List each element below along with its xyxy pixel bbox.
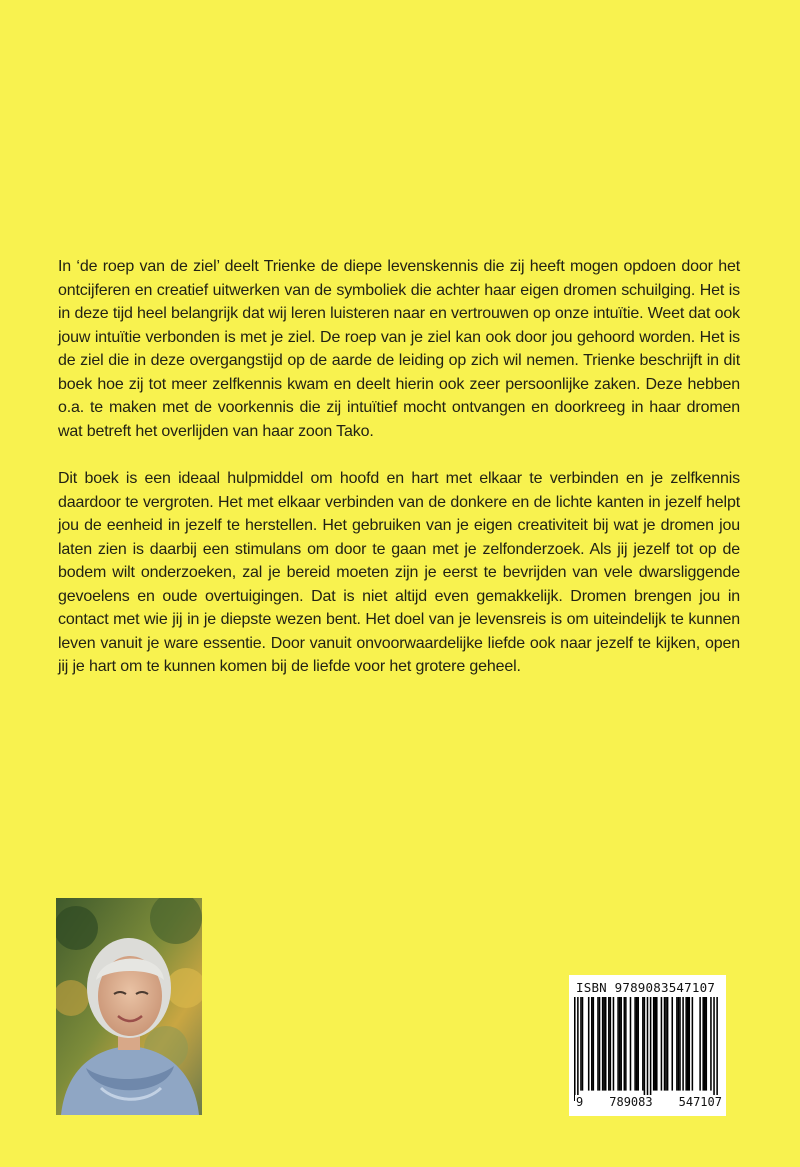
barcode-bar <box>608 997 610 1091</box>
barcode-bar <box>685 997 687 1091</box>
barcode-bar <box>620 997 622 1091</box>
isbn-digit-lead: 9 <box>576 1095 584 1109</box>
barcode-bar <box>582 997 584 1091</box>
barcode-bar <box>699 997 701 1091</box>
isbn-digits <box>575 1095 723 1109</box>
barcode-bar <box>580 997 582 1091</box>
barcode-bar <box>588 997 590 1091</box>
barcode-bar <box>634 997 636 1091</box>
barcode-bar <box>665 997 667 1091</box>
barcode-bar <box>692 997 694 1091</box>
barcode-bar <box>599 997 601 1091</box>
barcode-bar <box>702 997 704 1091</box>
blurb-paragraph-1: In ‘de roep van de ziel’ deelt Trienke de diepe levenskennis die zij heeft mogen opdoen door het ontcijferen en creatief uitwerken van de symboliek die achter haar eigen dromen schuilging. Het is in deze tijd heel belangrijk dat wij leren luisteren naar en vertrouwen op onze intuïtie. Weet dat ook jouw intuïtie verbonden is met je ziel. De roep van je ziel kan ook door jou gehoord worden. Het is de ziel die in deze overgangstijd op de aarde de leiding op zich wil nemen. Trienke beschrijft in dit boek hoe zij tot meer zelfkennis kwam en deelt hierin ook zeer persoonlijke zaken. Deze hebben o.a. te maken met de voorkennis die zij intuïtief mocht ontvangen en doorkreeg in haar dromen wat betreft het overlijden van haar zoon Tako. <box>58 258 740 440</box>
barcode-bar <box>679 997 681 1091</box>
barcode-bar <box>676 997 678 1091</box>
isbn-label: ISBN 9789083547107 <box>576 980 716 995</box>
barcode-bar <box>704 997 706 1091</box>
barcode-bar <box>593 997 595 1091</box>
isbn-digits-right: 547107 <box>678 1095 722 1109</box>
barcode-bar <box>656 997 658 1091</box>
author-photo <box>56 898 202 1115</box>
barcode-bar <box>647 997 649 1101</box>
barcode-bar <box>642 997 644 1091</box>
barcode-bar <box>636 997 638 1091</box>
isbn-barcode <box>569 975 726 1116</box>
barcode-bar <box>597 997 599 1091</box>
barcode-bars <box>574 997 721 1101</box>
barcode-bar <box>603 997 605 1091</box>
barcode-bar <box>637 997 639 1091</box>
barcode-bar <box>624 997 626 1091</box>
barcode-bar <box>678 997 680 1091</box>
barcode-bar <box>671 997 673 1091</box>
barcode-bar <box>613 997 615 1091</box>
barcode-bar <box>653 997 655 1091</box>
blurb-paragraph-2: Dit boek is een ideaal hulpmiddel om hoofd en hart met elkaar te verbinden en je zelfkennis daardoor te vergroten. Het met elkaar verbinden van de donkere en de lichte kanten in jezelf helpt jou de eenheid in jezelf te herstellen. Het gebruiken van je eigen creativiteit bij wat je dromen jou laten zien is daarbij een stimulans om door te gaan met je zelfonderzoek. Als jij jezelf tot op de bodem wilt onderzoeken, zal je bereid moeten zijn je eerst te bevrijden van vele dwarsliggende gevoelens en oude overtuigingen. Dat is niet altijd even gemakkelijk. Dromen brengen jou in contact met wie jij in je diepste wezen bent. Het doel van je levensreis is om uiteindelijk te kunnen leven vanuit je ware essentie. Door vanuit onvoorwaardelijke liefde ook naar jezelf te kijken, open jij je hart om te kunnen komen bij de liefde voor het grotere geheel. <box>58 470 740 675</box>
barcode-bar <box>577 997 579 1101</box>
barcode-bar <box>661 997 663 1091</box>
barcode-bar <box>610 997 612 1091</box>
barcode-bar <box>630 997 632 1091</box>
barcode-bar <box>710 997 712 1091</box>
barcode-bar <box>650 997 652 1101</box>
barcode-bar <box>654 997 656 1091</box>
barcode-bar <box>617 997 619 1091</box>
barcode-bar <box>682 997 684 1091</box>
barcode-bar <box>591 997 593 1091</box>
barcode-bar <box>667 997 669 1091</box>
barcode-bar <box>625 997 627 1091</box>
blurb-text <box>58 255 740 703</box>
isbn-digits-left: 789083 <box>609 1095 653 1109</box>
barcode-bar <box>619 997 621 1091</box>
barcode-bar <box>687 997 689 1091</box>
barcode-bar <box>574 997 576 1101</box>
barcode-bar <box>602 997 604 1091</box>
barcode-bar <box>716 997 718 1101</box>
barcode-bar <box>689 997 691 1091</box>
barcode-bar <box>605 997 607 1091</box>
barcode-bar <box>706 997 708 1091</box>
barcode-bar <box>664 997 666 1091</box>
barcode-bar <box>713 997 715 1101</box>
barcode-bar <box>644 997 646 1101</box>
